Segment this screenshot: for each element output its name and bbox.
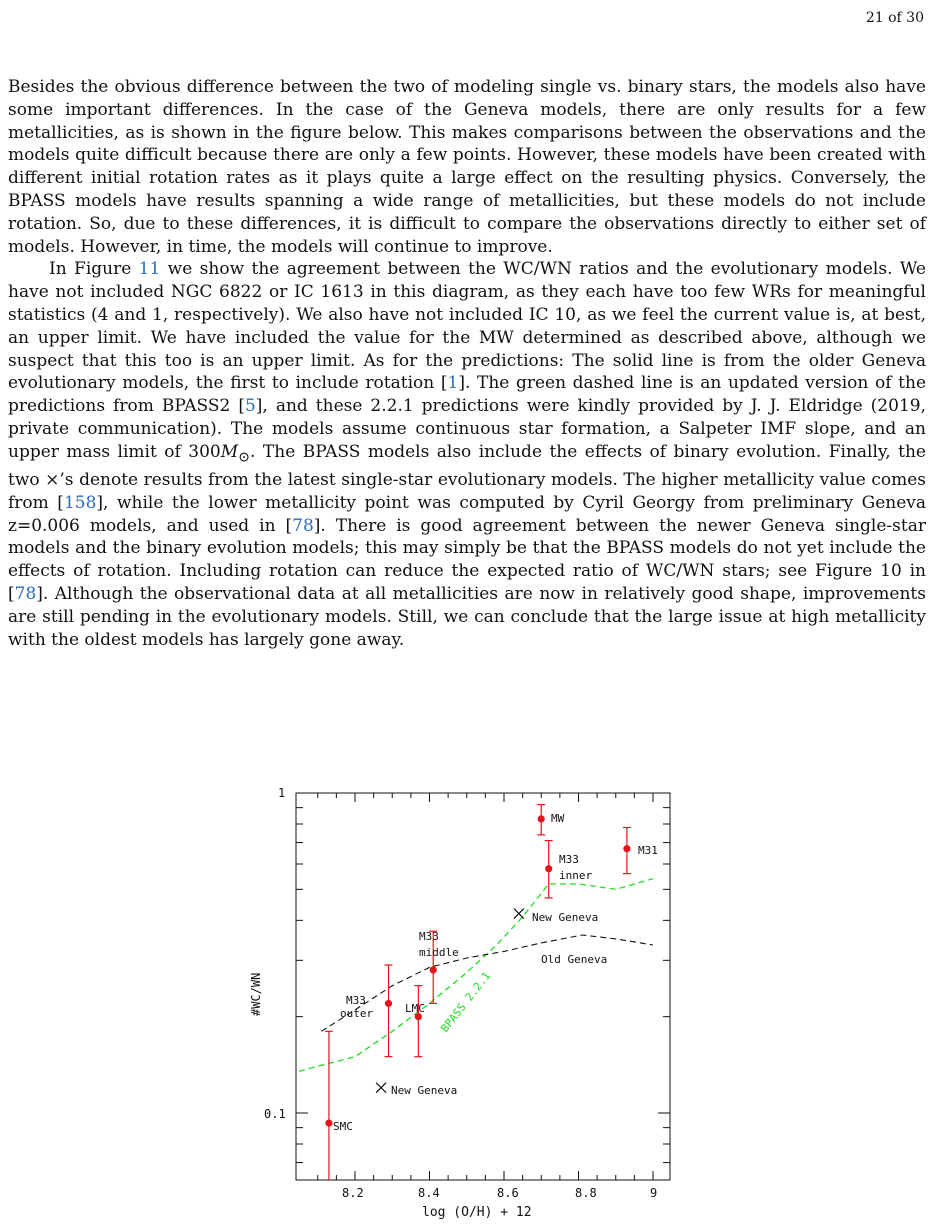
label-bpass: BPASS 2.2.1 — [438, 969, 494, 1035]
solar-mass-symbol: M — [220, 441, 239, 462]
x-axis-label: log (O/H) + 12 — [422, 1205, 532, 1220]
data-point — [325, 1119, 332, 1126]
label-new-geneva-high: New Geneva — [532, 911, 599, 924]
label-m33-outer: M33 — [346, 994, 366, 1007]
label-old-geneva: Old Geneva — [541, 953, 608, 966]
data-point — [385, 1000, 392, 1007]
x-tick-label: 8.8 — [575, 1186, 597, 1200]
y-axis-label: #WC/WN — [249, 972, 263, 1016]
paragraph-1: Besides the obvious difference between the two of modeling single vs. binary stars, the models also have some important differences. In the case of the Geneva models, there are only results for a few metallicities, as is shown in the figure below. This makes comparisons between the observations and the models quite difficult because there are only a few points. However, these models have been created with different initial rotation rates as it plays quite a large effect on the resulting physics. Conversely, the BPASS models have results spanning a wide range of metallicities, but these models do not include rotation. So, due to these differences, it is difficult to compare the observations directly to either set of models. However, in time, the models will continue to improve. — [8, 77, 926, 257]
page-number: 21 of 30 — [865, 10, 924, 26]
label-m33-middle: M33 — [419, 930, 439, 943]
bpass-model-line — [299, 879, 653, 1072]
data-point — [623, 845, 630, 852]
citation-link[interactable]: 1 — [447, 373, 459, 394]
new-geneva-marker — [376, 1083, 386, 1093]
wc-wn-chart — [0, 780, 934, 1226]
label-m33-outer: outer — [340, 1007, 374, 1020]
observed-points — [325, 815, 630, 1126]
x-tick-label: 8.6 — [497, 1186, 519, 1200]
new-geneva-markers — [376, 909, 524, 1093]
data-point — [430, 966, 437, 973]
y-tick-label: 1 — [278, 786, 286, 800]
paragraph-2: In Figure 11 we show the agreement between the WC/WN ratios and the evolutionary models. We have not included NGC 6822 or IC 1613 in this diagram, as they each have too few WRs for meaningful statistics (4 and 1, respectively). We also have not included IC 10, as we feel the current value is, at best, an upper limit. We have included the value for the MW determined as described above, although we suspect that this too is an upper limit. As for the predictions: The solid line is from the older Geneva evolutionary models, the first to include rotation [1]. The green dashed line is an updated version of the predictions from BPASS2 [5], and these 2.2.1 predictions were kindly provided by J. J. Eldridge (2019, private communication). The models assume continuous star formation, a Salpeter IMF slope, and an upper mass limit of $300M_⊙$. The BPASS models also include the effects of binary evolution. Finally, the two ×’s denote results from the latest single-star evolutionary models. The higher metallicity value comes from [158], while the lower metallicity point was computed by Cyril Georgy from preliminary Geneva z=0.006 models, and used in [78]. There is good agreement between the newer Geneva single-star models and the binary evolution models; this may simply be that the BPASS models do not yet include the effects of rotation. Including rotation can reduce the expected ratio of WC/WN stars; see Figure 10 in [78]. Although the observational data at all metallicities are now in relatively good shape, improvements are still pending in the evolutionary models. Still, we can conclude that the large issue at high metallicity with the oldest models has largely gone away. — [8, 259, 926, 650]
data-point — [545, 865, 552, 872]
label-new-geneva-low: New Geneva — [391, 1084, 458, 1097]
citation-link[interactable]: 158 — [63, 492, 97, 513]
figure-reference-link[interactable]: 11 — [138, 259, 161, 280]
figure-wc-wn-ratio — [0, 780, 934, 1226]
label-m31: M31 — [638, 844, 658, 857]
citation-link[interactable]: 5 — [244, 396, 256, 417]
body-text — [8, 76, 926, 651]
y-tick-label: 0.1 — [264, 1107, 286, 1121]
citation-link[interactable]: 78 — [14, 583, 37, 604]
label-m33-inner: inner — [559, 869, 593, 882]
label-m33-middle: middle — [419, 946, 459, 959]
label-lmc: LMC — [405, 1002, 425, 1015]
data-point — [538, 815, 545, 822]
new-geneva-marker — [514, 909, 524, 919]
x-tick-label: 8.4 — [418, 1186, 440, 1200]
x-tick-label: 9 — [650, 1186, 658, 1200]
label-smc: SMC — [333, 1120, 353, 1133]
label-m33-inner: M33 — [559, 853, 579, 866]
citation-link[interactable]: 78 — [292, 515, 314, 536]
label-mw: MW — [551, 812, 565, 825]
x-tick-label: 8.2 — [342, 1186, 364, 1200]
